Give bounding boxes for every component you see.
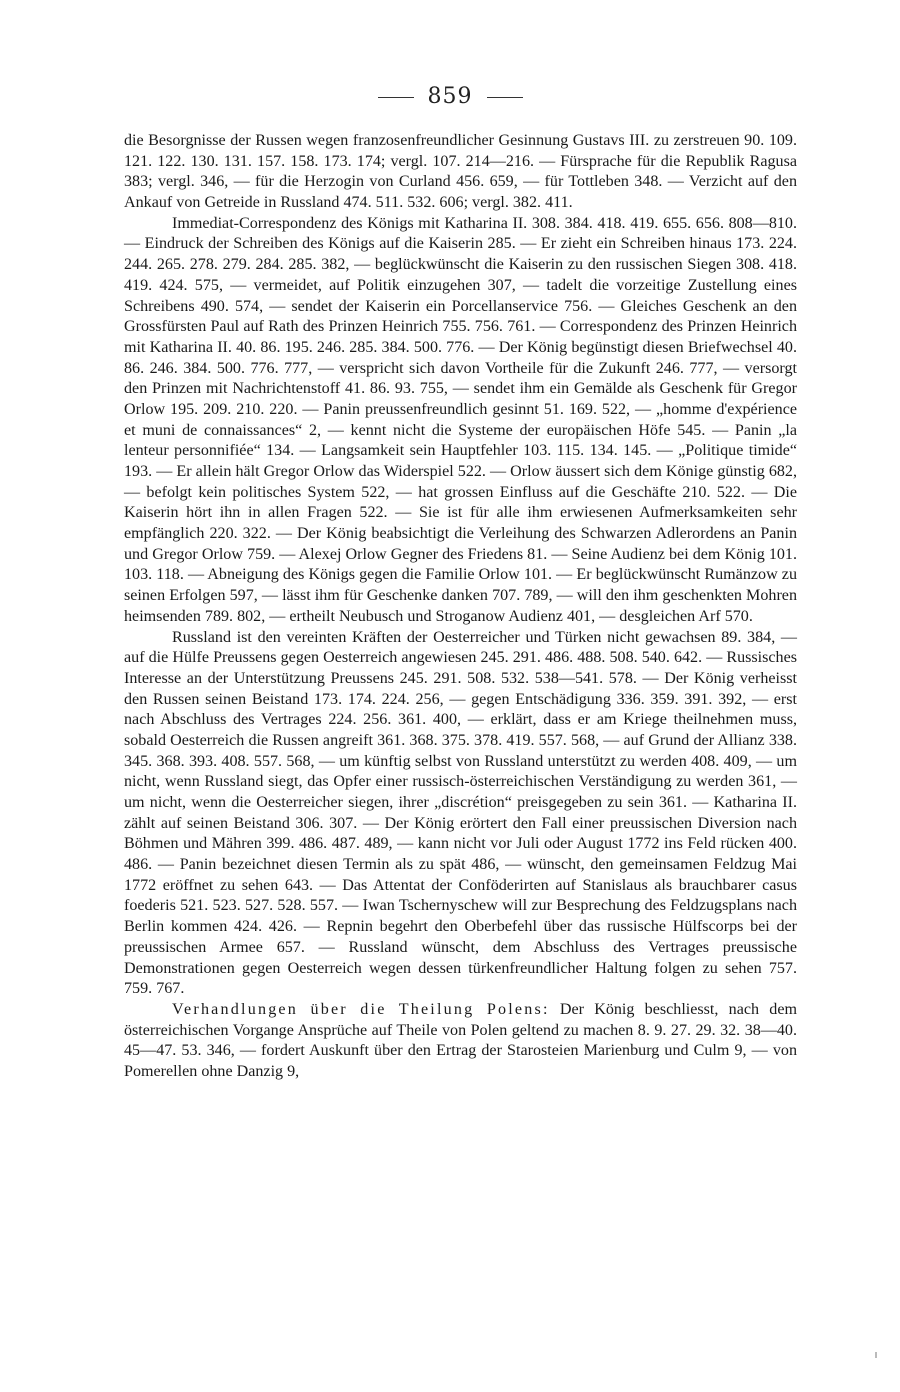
page-header — [0, 84, 900, 109]
paragraph — [124, 1000, 797, 1083]
paragraph — [124, 131, 797, 214]
paragraph-text: Der König beschliesst, nach dem österreichischen Vorgange Ansprüche auf Theile von Polen geltend zu machen 8. 9. 27. 29. 32. 38—40. 45—47. 53. 346, — fordert Auskunft über den Ertrag der Starosteien Marienburg und Culm 9, — von Pomerellen ohne Danzig 9, — [124, 1000, 797, 1080]
paragraph-lead: Verhandlungen über die Theilung Polens: — [172, 1000, 550, 1018]
paragraph — [124, 214, 797, 628]
index-text — [124, 131, 797, 1083]
paragraph-text: Immediat-Correspondenz des Königs mit Katharina II. 308. 384. 418. 419. 655. 656. 808—810. — Eindruck der Schreiben des Königs auf die Kaiserin 285. — Er zieht ein Schreiben hinaus 173. 224. 244. 265. 278. 279. 284. 285. 382, — beglückwünscht die Kaiserin zu den russischen Siegen 308. 418. 419. 424. 575, — vermeidet, auf Politik einzugehen 307, — tadelt die vorzeitige Zustellung eines Schreibens 490. 574, — sendet der Kaiserin ein Porcellanservice 756. — Gleiches Geschenk an den Grossfürsten Paul auf Rath des Prinzen Heinrich 755. 756. 761. — Correspondenz des Prinzen Heinrich mit Katharina II. 40. 86. 195. 246. 285. 384. 500. 776. — Der König begünstigt diesen Briefwechsel 40. 86. 246. 384. 500. 776. 777, — verspricht sich davon Vortheile für die Zukunft 246. 777, — versorgt den Prinzen mit Nachrichtenstoff 41. 86. 93. 755, — sendet ihm ein Gemälde als Geschenk für Gregor Orlow 195. 209. 210. 220. — Panin preussenfreundlich gesinnt 51. 169. 522, — „homme d'expérience et muni de connaissances“ 2, — kennt nicht die Systeme der europäischen Höfe 545. — Panin „la lenteur personnifiée“ 134. — Langsamkeit sein Hauptfehler 103. 115. 134. 145. — „Politique timide“ 193. — Er allein hält Gregor Orlow das Widerspiel 522. — Orlow äussert sich dem Könige günstig 682, — befolgt kein politisches System 522, — hat grossen Einfluss auf die Geschäfte 210. 522. — Die Kaiserin hört ihn in allen Fragen 522. — Sie ist für alle ihm erwiesenen Aufmerksamkeiten sehr empfänglich 220. 322. — Der König beabsichtigt die Verleihung des Schwarzen Adlerordens an Panin und Gregor Orlow 759. — Alexej Orlow Gegner des Friedens 81. — Seine Audienz bei dem König 101. 103. 118. — Abneigung des Königs gegen die Familie Orlow 101. — Er beglückwünscht Rumänzow zu seinen Erfolgen 597, — lässt ihm für Geschenke danken 707. 789, — will den ihm geschenkten Mohren heimsenden 789. 802, — ertheilt Neubusch und Stroganow Audienz 401, — desgleichen Arf 570. — [124, 214, 797, 625]
scan-speck — [875, 1352, 877, 1358]
page-number: 859 — [427, 84, 473, 109]
paragraph-text: die Besorgnisse der Russen wegen franzosenfreundlicher Gesinnung Gustavs III. zu zerstreuen 90. 109. 121. 122. 130. 131. 157. 158. 173. 174; vergl. 107. 214—216. — Fürsprache für die Republik Ragusa 383; vergl. 346, — für die Herzogin von Curland 456. 659, — für Tottleben 348. — Verzicht auf den Ankauf von Getreide in Russland 474. 511. 532. 606; vergl. 382. 411. — [124, 132, 797, 212]
header-rule-right — [487, 97, 523, 98]
header-rule-left — [378, 97, 414, 98]
paragraph-text: Russland ist den vereinten Kräften der Oesterreicher und Türken nicht gewachsen 89. 384, — auf die Hülfe Preussens gegen Oesterreich angewiesen 245. 291. 486. 488. 508. 540. 642. — Russisches Interesse an der Unterstützung Preussens 245. 291. 508. 532. 538—541. 578. — Der König verheisst den Russen seinen Beistand 173. 174. 224. 256, — gegen Entschädigung 336. 359. 391. 392, — erst nach Abschluss des Vertrages 224. 256. 361. 400, — erklärt, dass er am Kriege theilnehmen muss, sobald Oesterreich die Russen angreift 361. 368. 375. 378. 419. 557. 568, — auf Grund der Allianz 338. 345. 368. 393. 408. 557. 568, — um künftig selbst von Russland unterstützt zu werden 408. 409, — um nicht, wenn Russland siegt, das Opfer einer russisch-österreichischen Verständigung zu werden 361, — um nicht, wenn die Oesterreicher siegen, ihrer „discrétion“ preisgegeben zu sein 361. — Katharina II. zählt auf seinen Beistand 306. 307. — Der König erörtert den Fall einer preussischen Diversion nach Böhmen und Mähren 399. 486. 487. 489, — kann nicht vor Juli oder August 1772 ins Feld rücken 400. 486. — Panin bezeichnet diesen Termin als zu spät 486, — wünscht, den gemeinsamen Feldzug Mai 1772 eröffnet zu sehen 643. — Das Attentat der Conföderirten auf Stanislaus als brauchbarer casus foederis 521. 523. 527. 528. 557. — Iwan Tschernyschew will zur Besprechung des Feldzugsplans nach Berlin kommen 424. 426. — Repnin begehrt den Oberbefehl über das russische Hülfscorps bei der preussischen Armee 657. — Russland wünscht, dem Abschluss des Vertrages preussische Demonstrationen gegen Oesterreich wegen dessen türkenfreundlicher Haltung folgen zu sehen 757. 759. 767. — [124, 628, 797, 998]
paragraph — [124, 628, 797, 1000]
